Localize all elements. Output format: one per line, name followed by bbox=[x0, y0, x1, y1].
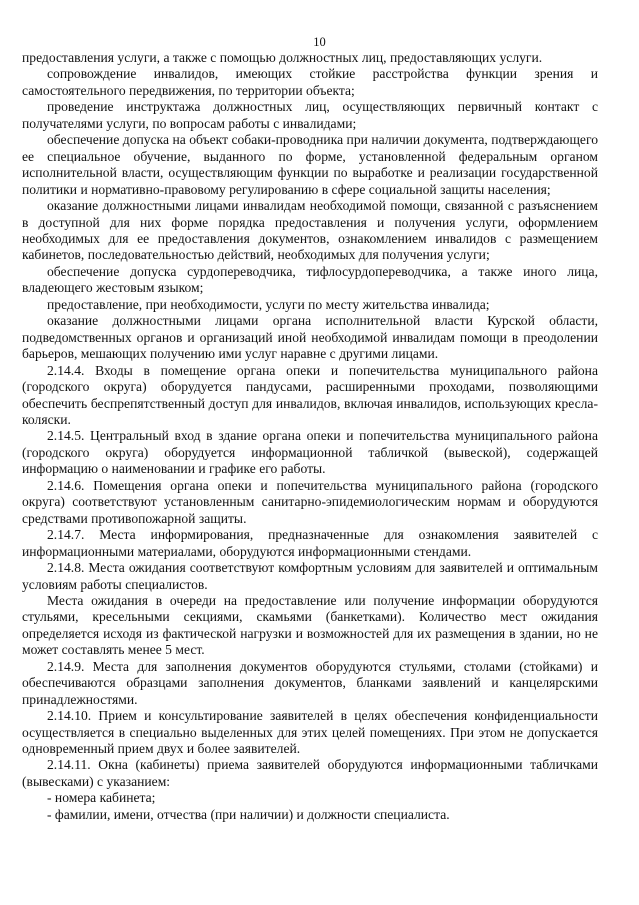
paragraph-escort: сопровождение инвалидов, имеющих стойкие расстройства функции зрения и самостоятельного передвижения, по территории объекта; bbox=[22, 66, 598, 98]
paragraph-2-14-9: 2.14.9. Места для заполнения документов оборудуются стульями, столами (стойками) и обеспечиваются образцами заполнения документов, бланками заявлений и канцелярскими принадлежностями. bbox=[22, 658, 598, 707]
paragraph-2-14-6: 2.14.6. Помещения органа опеки и попечительства муниципального района (городского округа) соответствуют установленным санитарно-эпидемиологическим нормам и оборудуются средствами противопожарной защиты. bbox=[22, 477, 598, 526]
paragraph-staff-briefing: проведение инструктажа должностных лиц, осуществляющих первичный контакт с получателями услуги, по вопросам работы с инвалидами; bbox=[22, 99, 598, 131]
paragraph-2-14-5: 2.14.5. Центральный вход в здание органа опеки и попечительства муниципального района (городского округа) оборудуется информационной табличкой (вывеской), содержащей информацию о наименовании и графике его работы. bbox=[22, 428, 598, 477]
list-item-cabinet-number: - номера кабинета; bbox=[47, 790, 156, 806]
paragraph-2-14-8: 2.14.8. Места ожидания соответствуют комфортным условиям для заявителей и оптимальным условиям работы специалистов. bbox=[22, 560, 598, 592]
paragraph-waiting-places: Места ожидания в очереди на предоставление или получение информации оборудуются стульями, кресельными секциями, скамьями (банкетками). Количество мест ожидания определяется исходя из фактической нагрузки и возможностей для их размещения в здании, но не может составлять менее 5 мест. bbox=[22, 592, 598, 658]
paragraph-2-14-10: 2.14.10. Прием и консультирование заявителей в целях обеспечения конфиденциальности осуществляется в специально выделенных для этих целей помещениях. При этом не допускается одновременный прием двух и более заявителей. bbox=[22, 708, 598, 757]
paragraph-sign-interpreter: обеспечение допуска сурдопереводчика, тифлосурдопереводчика, а также иного лица, владеющего жестовым языком; bbox=[22, 263, 598, 296]
paragraph-home-service: предоставление, при необходимости, услуги по месту жительства инвалида; bbox=[47, 296, 490, 312]
paragraph-2-14-11: 2.14.11. Окна (кабинеты) приема заявителей оборудуются информационными табличками (вывесками) с указанием: bbox=[22, 757, 598, 789]
paragraph-2-14-4: 2.14.4. Входы в помещение органа опеки и попечительства муниципального района (городского округа) оборудуется пандусами, расширенными проходами, позволяющими обеспечить беспрепятственный доступ для инвалидов, включая инвалидов, использующих кресла-коляски. bbox=[22, 362, 598, 427]
paragraph-2-14-7: 2.14.7. Места информирования, предназначенные для ознакомления заявителей с информационными материалами, оборудуются информационными стендами. bbox=[22, 527, 598, 559]
paragraph-barrier-help: оказание должностными лицами органа исполнительной власти Курской области, подведомственных органов и организаций иной необходимой инвалидам помощи в преодолении барьеров, мешающих получению ими услуг наравне с другими лицами. bbox=[22, 313, 598, 362]
paragraph-assistance: оказание должностными лицами инвалидам необходимой помощи, связанной с разъяснением в доступной для них форме порядка предоставления и получения услуги, оформлением необходимых для ее предоставления документов, ознакомлением инвалидов с размещением кабинетов, последовательностью действий, необходимых для получения услуги; bbox=[22, 198, 598, 263]
document-body bbox=[22, 50, 598, 823]
page-number: 10 bbox=[313, 35, 326, 49]
paragraph-guide-dog: обеспечение допуска на объект собаки-проводника при наличии документа, подтверждающего ее специальное обучение, выданного по форме, установленной федеральным органом исполнительной власти, осуществляющим функции по выработке и реализации государственной политики и нормативно-правовому регулированию в сфере социальной защиты населения; bbox=[22, 132, 598, 197]
paragraph-continuation: предоставления услуги, а также с помощью должностных лиц, предоставляющих услуги. bbox=[22, 50, 543, 65]
list-item-specialist-name: - фамилии, имени, отчества (при наличии) и должности специалиста. bbox=[47, 806, 450, 822]
